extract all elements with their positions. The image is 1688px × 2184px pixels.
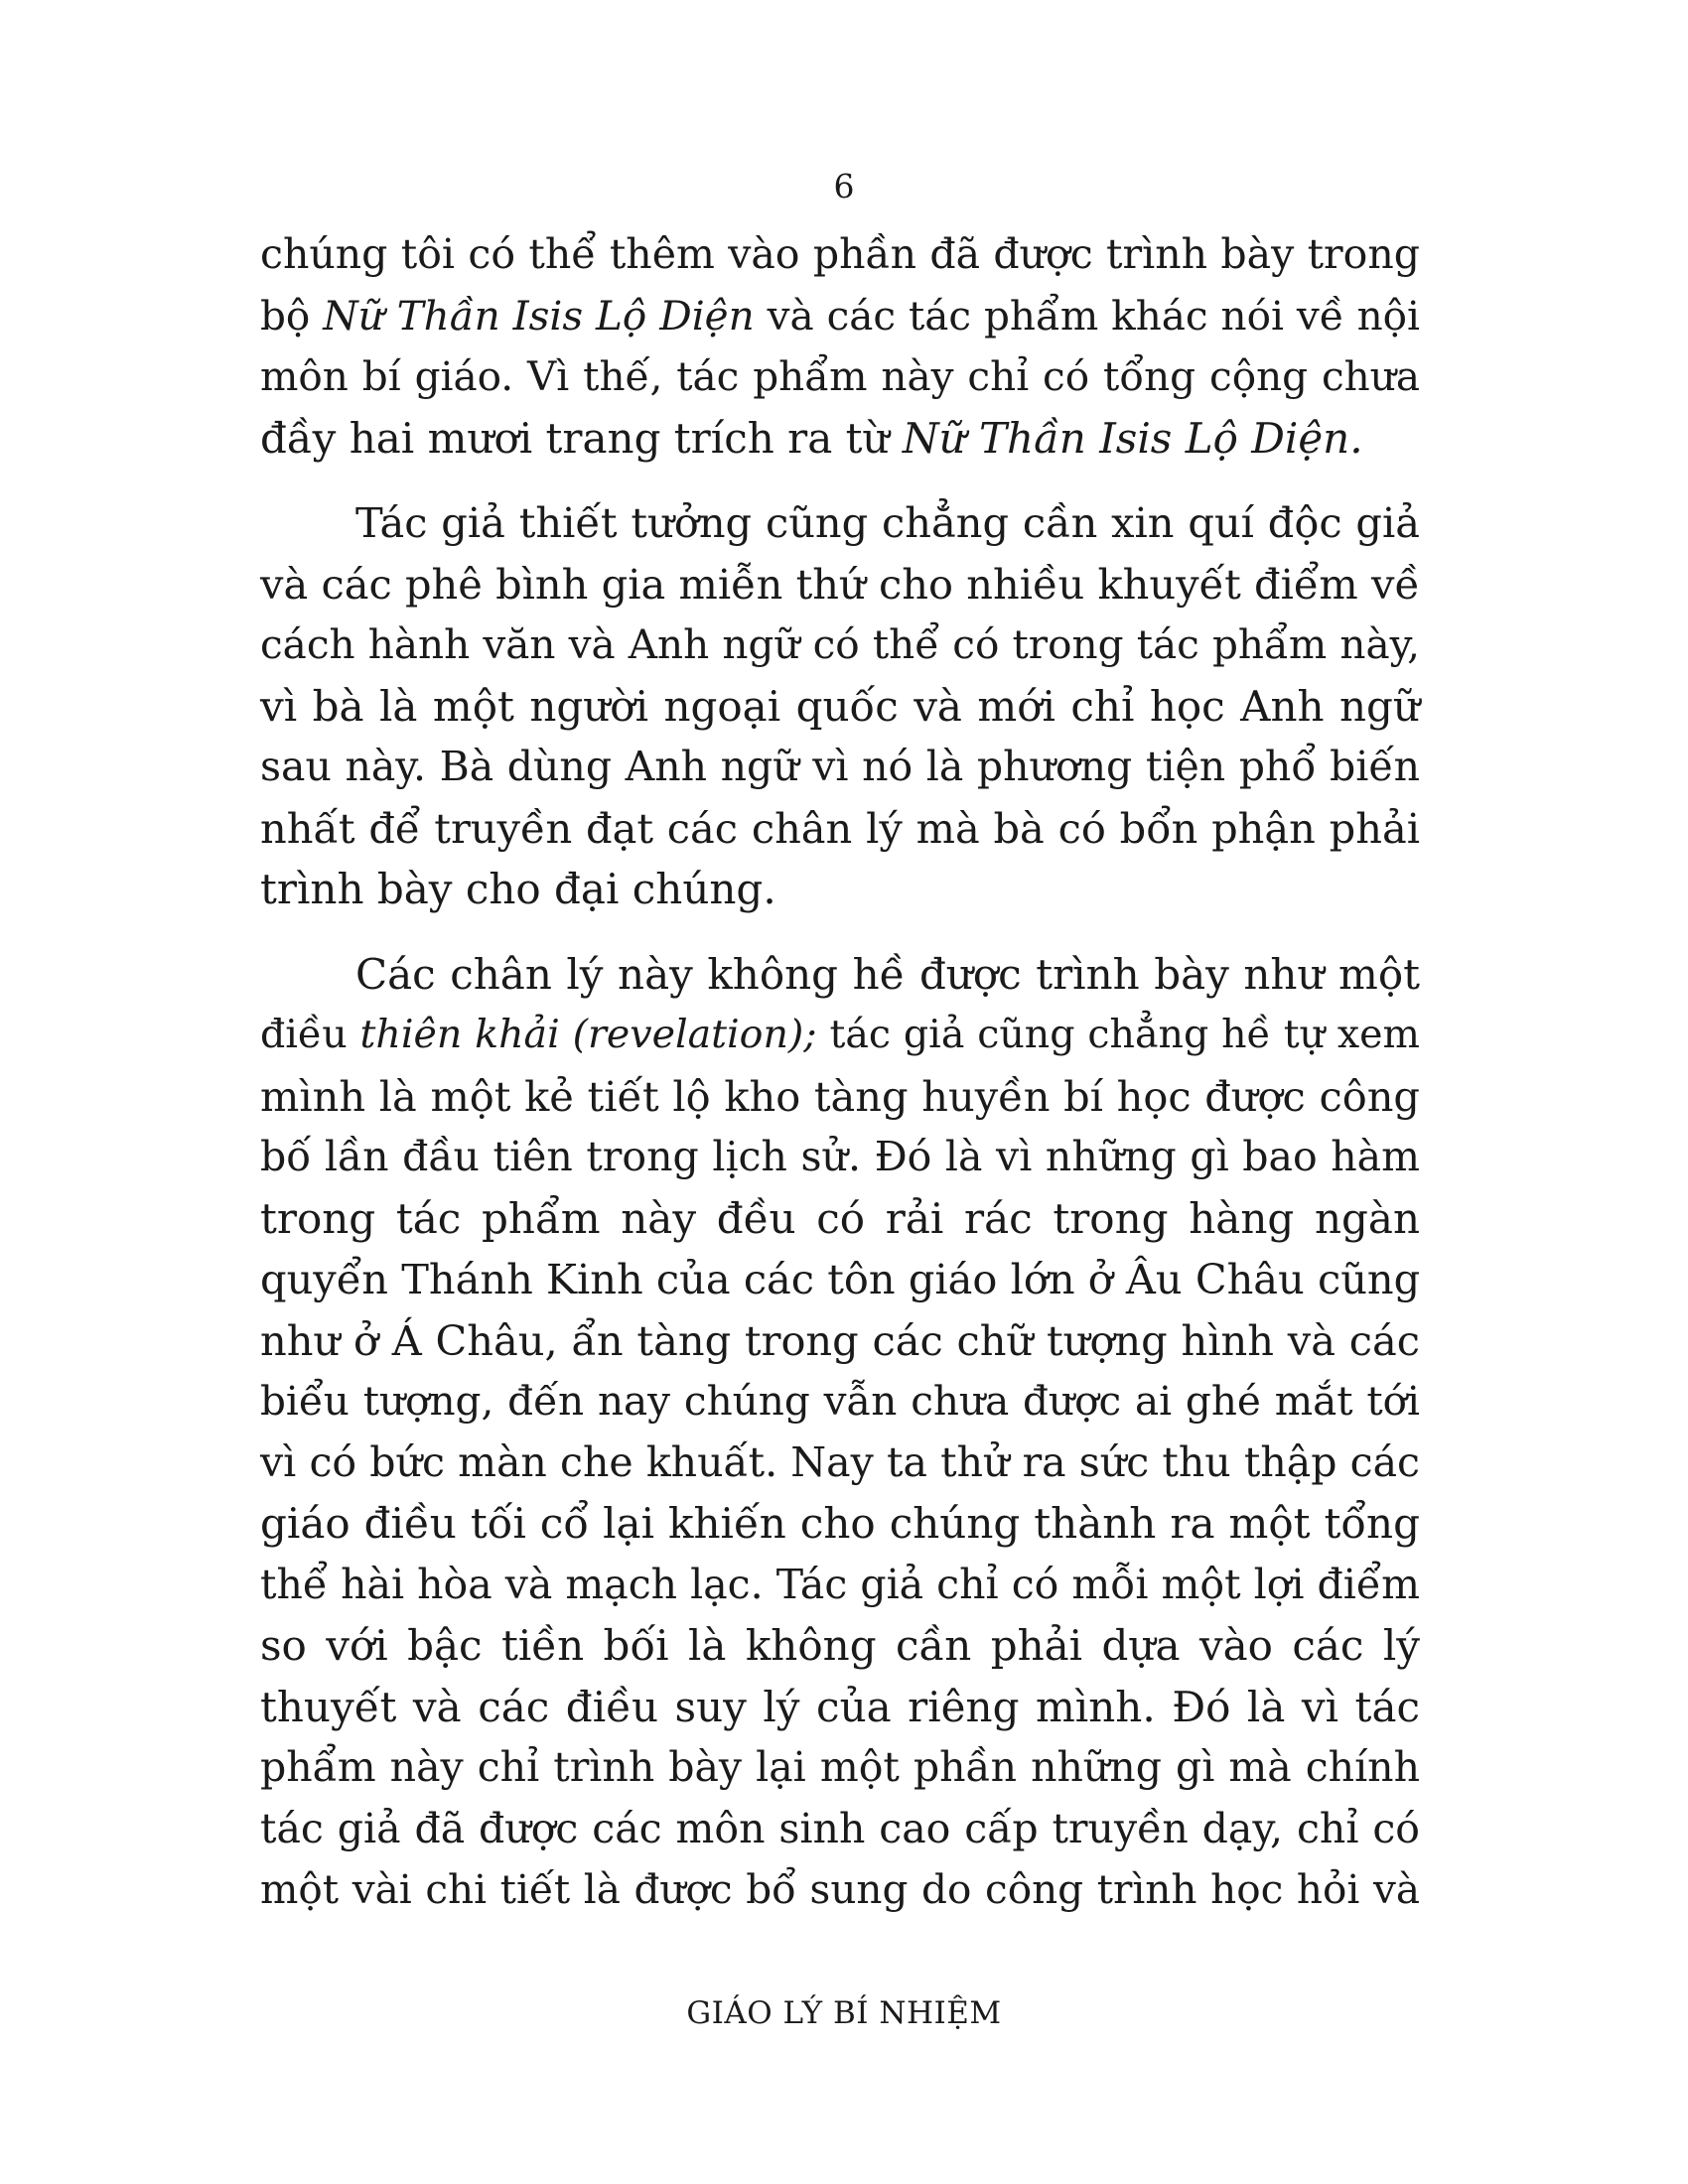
text-run: chúng tôi có thể thêm vào phần đã được trình bày trong	[260, 230, 1420, 278]
text-run: và các tác phẩm khác nói về nội	[754, 291, 1420, 340]
text-line	[260, 1615, 1420, 1677]
text-line	[260, 798, 1420, 860]
text-line	[260, 1127, 1420, 1188]
text-run: và các phê bình gia miễn thứ cho nhiều khuyết điểm về	[260, 559, 1420, 609]
text-line	[260, 224, 1420, 286]
text-run: môn bí giáo. Vì thế, tác phẩm này chỉ có tổng cộng chưa	[260, 352, 1420, 400]
text-run: như ở Á Châu, ẩn tàng trong các chữ tượng hình và các	[260, 1315, 1420, 1365]
text-run: một vài chi tiết là được bổ sung do công trình học hỏi và	[260, 1865, 1420, 1913]
text-line	[260, 1310, 1420, 1372]
text-line	[260, 286, 1420, 347]
running-footer: GIÁO LÝ BÍ NHIỆM	[686, 1995, 1002, 2031]
text-line	[260, 1859, 1420, 1921]
text-run: trong tác phẩm này đều có rải rác trong hàng ngàn	[260, 1193, 1420, 1243]
text-line	[260, 1005, 1420, 1066]
text-run: bố lần đầu tiên trong lịch sử. Đó là vì những gì bao hàm	[260, 1133, 1420, 1180]
text-run: bộ	[260, 291, 324, 340]
text-line	[260, 737, 1420, 798]
text-run: Tác giả thiết tưởng cũng chẳng cần xin quí độc giả	[355, 498, 1420, 547]
text-line	[260, 944, 1420, 1006]
text-line	[260, 408, 1420, 470]
body-text	[260, 224, 1420, 1921]
text-line	[260, 614, 1420, 676]
text-run: giáo điều tối cổ lại khiến cho chúng thành ra một tổng	[260, 1499, 1420, 1548]
text-run: Các chân lý này không hề được trình bày như một	[355, 949, 1420, 999]
text-run: tác giả đã được các môn sinh cao cấp truyền dạy, chỉ có	[260, 1804, 1420, 1852]
text-run: so với bậc tiền bối là không cần phải dựa vào các lý	[260, 1621, 1420, 1670]
text-line	[260, 1555, 1420, 1616]
text-line	[260, 859, 1420, 920]
text-run: thuyết và các điều suy lý của riêng mình. Đó là vì tác	[260, 1682, 1420, 1731]
page-number: 6	[833, 167, 855, 205]
text-line	[260, 1188, 1420, 1250]
text-run: trình bày cho đại chúng.	[260, 865, 776, 913]
text-line	[260, 1737, 1420, 1799]
text-run: nhất để truyền đạt các chân lý mà bà có bổn phận phải	[260, 803, 1420, 853]
text-run: mình là một kẻ tiết lộ kho tàng huyền bí học được công	[260, 1071, 1420, 1121]
text-run: tác giả cũng chẳng hề tự xem	[816, 1012, 1421, 1057]
text-line	[260, 346, 1420, 408]
text-line	[260, 676, 1420, 738]
text-run: biểu tượng, đến nay chúng vẫn chưa được ai ghé mắt tới	[260, 1377, 1420, 1425]
term-italic: thiên khải (revelation);	[359, 1012, 817, 1057]
text-line	[260, 554, 1420, 615]
text-run: sau này. Bà dùng Anh ngữ vì nó là phương tiện phổ biến	[260, 743, 1420, 790]
book-title-italic: Nữ Thần Isis Lộ Diện	[323, 291, 755, 340]
text-run: vì bà là một người ngoại quốc và mới chỉ học Anh ngữ	[260, 681, 1420, 731]
text-line	[260, 1249, 1420, 1310]
text-run: đầy hai mươi trang trích ra từ	[260, 413, 903, 463]
book-title-italic: Nữ Thần Isis Lộ Diện.	[902, 413, 1363, 463]
text-run: cách hành văn và Anh ngữ có thể có trong tác phẩm này,	[260, 620, 1420, 668]
text-line	[260, 1433, 1420, 1494]
text-line	[260, 1371, 1420, 1433]
text-line	[260, 1799, 1420, 1860]
text-line	[260, 1493, 1420, 1555]
text-run: vì có bức màn che khuất. Nay ta thử ra sức thu thập các	[260, 1437, 1420, 1486]
text-line	[260, 492, 1420, 554]
text-run: phẩm này chỉ trình bày lại một phần những gì mà chính	[260, 1743, 1420, 1791]
text-line	[260, 1066, 1420, 1128]
text-run: quyển Thánh Kinh của các tôn giáo lớn ở Âu Châu cũng	[260, 1255, 1421, 1303]
text-run: thể hài hòa và mạch lạc. Tác giả chỉ có mỗi một lợi điểm	[260, 1560, 1420, 1608]
text-run: điều	[260, 1012, 360, 1057]
text-line	[260, 1677, 1420, 1738]
